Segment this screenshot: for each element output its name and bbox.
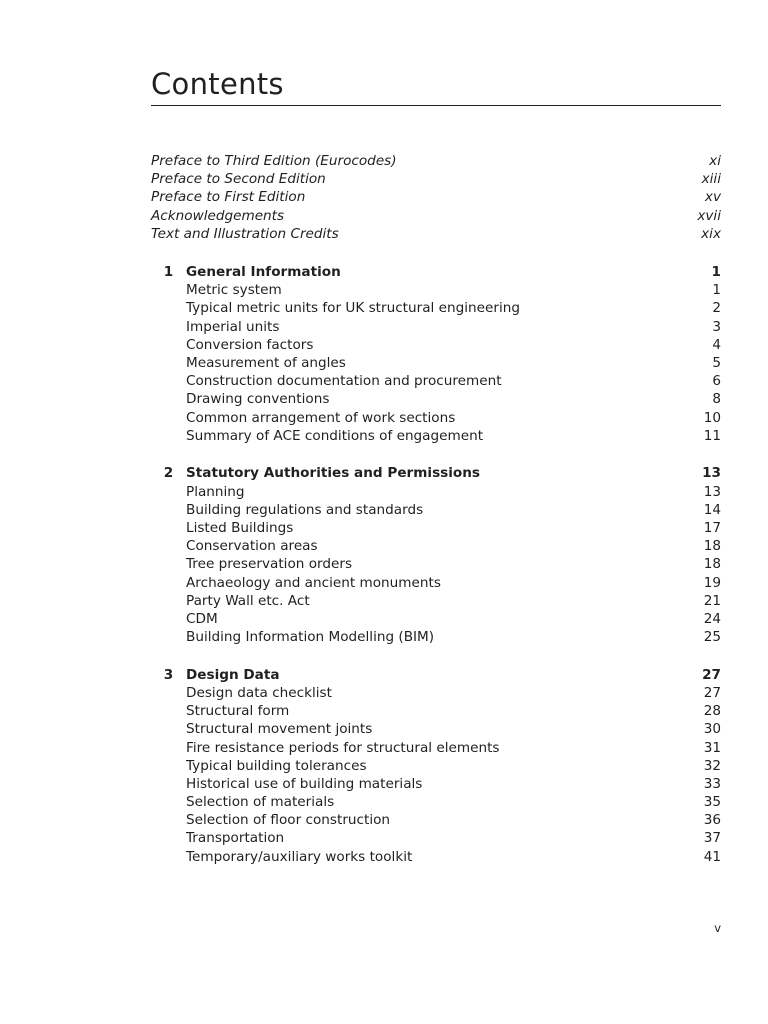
prelim-label: Preface to Third Edition (Eurocodes) (151, 153, 397, 169)
prelim-page: xi (709, 153, 721, 169)
prelim-label: Text and Illustration Credits (151, 225, 339, 242)
entry-label: CDM (186, 610, 218, 627)
entry-label: Listed Buildings (186, 519, 294, 536)
toc-entry (151, 793, 721, 811)
toc-entry (151, 702, 721, 720)
entry-label: Building regulations and standards (186, 501, 424, 518)
entry-page: 4 (712, 336, 721, 353)
entry-label: Archaeology and ancient monuments (186, 574, 441, 591)
chapter-title: General Information (186, 264, 341, 280)
prelim-item (151, 188, 721, 206)
entry-label: Design data checklist (186, 684, 332, 701)
entry-label: Party Wall etc. Act (186, 592, 310, 609)
toc-entry (151, 628, 721, 646)
chapter-heading (151, 263, 721, 281)
entry-label: Transportation (186, 830, 285, 847)
chapter-number: 3 (163, 666, 174, 683)
entry-label: Conversion factors (186, 336, 314, 353)
entry-page: 6 (712, 373, 721, 390)
chapters-list (151, 263, 721, 885)
prelim-label: Acknowledgements (151, 207, 285, 224)
entry-page: 5 (712, 354, 721, 371)
entry-page: 36 (703, 812, 721, 829)
toc-entry (151, 409, 721, 427)
toc-entry (151, 281, 721, 299)
prelim-label: Preface to Second Edition (151, 171, 326, 188)
chapter-heading (151, 666, 721, 684)
entry-page: 19 (703, 574, 721, 591)
chapter-section (151, 263, 721, 445)
entry-label: Structural movement joints (186, 721, 373, 738)
toc-entry (151, 610, 721, 628)
page-number: v (714, 921, 721, 935)
entry-label: Drawing conventions (186, 391, 330, 408)
document-page (151, 0, 721, 1024)
prelim-item (151, 225, 721, 243)
entry-label: Measurement of angles (186, 354, 346, 371)
prelim-page: xvii (697, 207, 721, 224)
title-rule (151, 105, 721, 106)
entry-label: Selection of materials (186, 794, 335, 811)
prelim-item (151, 207, 721, 225)
entry-page: 31 (703, 739, 721, 756)
toc-entry (151, 318, 721, 336)
entry-page: 30 (703, 721, 721, 738)
toc-entry (151, 811, 721, 829)
entry-label: Fire resistance periods for structural elements (186, 739, 500, 756)
entry-label: Construction documentation and procurement (186, 373, 502, 390)
entry-page: 17 (703, 519, 721, 536)
chapter-page: 1 (711, 264, 721, 280)
toc-entry (151, 829, 721, 847)
entry-label: Building Information Modelling (BIM) (186, 629, 435, 646)
entry-label: Metric system (186, 282, 282, 299)
toc-entry (151, 336, 721, 354)
toc-entry (151, 501, 721, 519)
entry-label: Summary of ACE conditions of engagement (186, 427, 484, 444)
entry-page: 10 (703, 409, 721, 426)
page-title: Contents (151, 67, 284, 101)
entry-label: Common arrangement of work sections (186, 409, 456, 426)
entry-page: 24 (703, 610, 721, 627)
toc-entry (151, 427, 721, 445)
toc-entry (151, 537, 721, 555)
chapter-page: 13 (702, 465, 721, 482)
chapter-title: Statutory Authorities and Permissions (186, 465, 481, 482)
entry-page: 3 (712, 318, 721, 335)
toc-entry (151, 720, 721, 738)
chapter-number: 2 (163, 465, 174, 482)
entry-page: 14 (703, 501, 721, 518)
entry-page: 35 (703, 794, 721, 811)
toc-entry (151, 483, 721, 501)
toc-entry (151, 299, 721, 317)
entry-page: 32 (703, 757, 721, 774)
entry-page: 18 (703, 538, 721, 555)
toc-entry (151, 757, 721, 775)
chapter-title: Design Data (186, 666, 280, 683)
toc-entry (151, 555, 721, 573)
prelim-page: xix (701, 225, 721, 242)
entry-label: Selection of floor construction (186, 812, 391, 829)
entry-label: Tree preservation orders (186, 556, 353, 573)
chapter-page: 27 (702, 666, 721, 683)
prelim-label: Preface to First Edition (151, 189, 306, 206)
entry-label: Historical use of building materials (186, 775, 423, 792)
toc-entry (151, 684, 721, 702)
entry-page: 27 (703, 684, 721, 701)
toc-entry (151, 354, 721, 372)
toc-entry (151, 372, 721, 390)
toc-entry (151, 775, 721, 793)
prelim-item (151, 170, 721, 188)
toc-entry (151, 739, 721, 757)
entry-label: Imperial units (186, 318, 280, 335)
entry-page: 21 (703, 592, 721, 609)
entry-page: 33 (703, 775, 721, 792)
entry-label: Conservation areas (186, 538, 318, 555)
chapter-section (151, 464, 721, 646)
entry-page: 11 (703, 427, 721, 444)
toc-entry (151, 592, 721, 610)
entry-label: Planning (186, 483, 245, 500)
entry-label: Typical building tolerances (186, 757, 367, 774)
entry-page: 8 (712, 391, 721, 408)
chapter-heading (151, 464, 721, 482)
prelims-list (151, 152, 721, 243)
entry-page: 18 (703, 556, 721, 573)
toc-entry (151, 574, 721, 592)
toc-entry (151, 848, 721, 866)
prelim-page: xv (704, 189, 721, 206)
chapter-section (151, 666, 721, 866)
toc-entry (151, 519, 721, 537)
chapter-number: 1 (163, 264, 174, 280)
entry-label: Temporary/auxiliary works toolkit (186, 848, 413, 865)
toc-entry (151, 390, 721, 408)
entry-page: 2 (712, 300, 721, 317)
entry-page: 13 (703, 483, 721, 500)
entry-label: Typical metric units for UK structural engineering (186, 300, 520, 317)
entry-page: 1 (712, 282, 721, 299)
entry-label: Structural form (186, 703, 290, 720)
prelim-item (151, 152, 721, 170)
entry-page: 37 (703, 830, 721, 847)
prelim-page: xiii (701, 171, 721, 188)
entry-page: 28 (703, 703, 721, 720)
entry-page: 41 (703, 848, 721, 865)
entry-page: 25 (703, 629, 721, 646)
